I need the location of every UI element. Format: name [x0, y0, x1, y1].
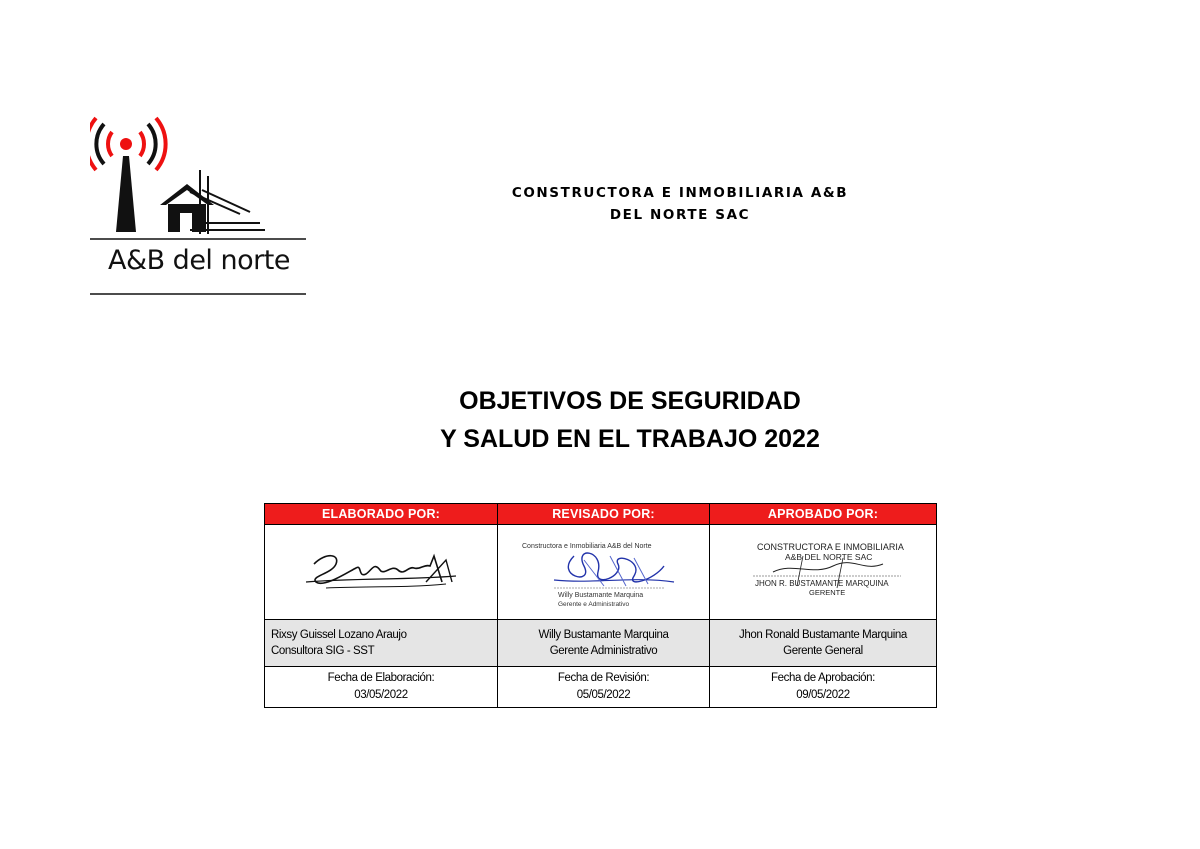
handwritten-signature-icon	[296, 542, 466, 602]
date-value: 05/05/2022	[576, 689, 631, 701]
stamp-aprobado-line-3: JHON R. BUSTAMANTE MARQUINA	[755, 579, 889, 588]
date-label: Fecha de Aprobación:	[771, 672, 875, 684]
stamp-aprobado-line-4: GERENTE	[809, 588, 846, 597]
date-aprobacion	[710, 667, 937, 708]
stamp-aprobado-line-1: CONSTRUCTORA E INMOBILIARIA	[757, 542, 904, 552]
signer-name: Jhon Ronald Bustamante Marquina	[739, 629, 907, 641]
stamp-aprobado-line-2: A&B DEL NORTE SAC	[785, 552, 873, 562]
signer-role: Gerente General	[783, 645, 863, 657]
document-title-line-1: OBJETIVOS DE SEGURIDAD	[459, 387, 801, 415]
approval-table	[264, 503, 937, 708]
signer-name: Willy Bustamante Marquina	[538, 629, 669, 641]
signer-name: Rixsy Guissel Lozano Araujo	[271, 629, 407, 641]
signer-revisado	[498, 620, 710, 667]
signer-elaborado	[265, 620, 498, 667]
header-aprobado: APROBADO POR:	[710, 504, 937, 525]
signer-role: Consultora SIG - SST	[271, 645, 375, 657]
date-label: Fecha de Elaboración:	[327, 672, 435, 684]
document-title	[330, 382, 930, 458]
signature-revisado	[498, 525, 710, 620]
date-value: 09/05/2022	[796, 689, 850, 701]
header-elaborado: ELABORADO POR:	[265, 504, 498, 525]
date-label: Fecha de Revisión:	[557, 672, 650, 684]
header-revisado: REVISADO POR:	[498, 504, 710, 525]
signature-aprobado	[710, 525, 937, 620]
signer-names-row	[265, 620, 937, 667]
date-elaboracion	[265, 667, 498, 708]
date-value: 03/05/2022	[354, 689, 408, 701]
signer-aprobado	[710, 620, 937, 667]
signature-stamp-revisado	[514, 536, 694, 608]
signature-elaborado	[265, 525, 498, 620]
date-revision	[498, 667, 710, 708]
approval-header-row	[265, 504, 937, 525]
stamp-revisado-line-2: Willy Bustamante Marquina	[557, 592, 643, 599]
document-title-line-2: Y SALUD EN EL TRABAJO 2022	[440, 425, 820, 453]
company-logo	[90, 110, 308, 300]
company-name-line-2: DEL NORTE SAC	[609, 207, 751, 223]
company-name	[480, 182, 880, 226]
dates-row	[265, 667, 937, 708]
company-name-line-1: CONSTRUCTORA E INMOBILIARIA A&B	[511, 185, 849, 201]
signature-row	[265, 525, 937, 620]
stamp-revisado-line-3: Gerente e Administrativo	[557, 601, 629, 608]
logo-text: A&B del norte	[108, 245, 290, 276]
signer-role: Gerente Administrativo	[549, 645, 658, 657]
stamp-revisado-line-1: Constructora e Inmobiliaria A&B del Norte	[521, 543, 652, 550]
signature-stamp-aprobado	[733, 536, 913, 608]
